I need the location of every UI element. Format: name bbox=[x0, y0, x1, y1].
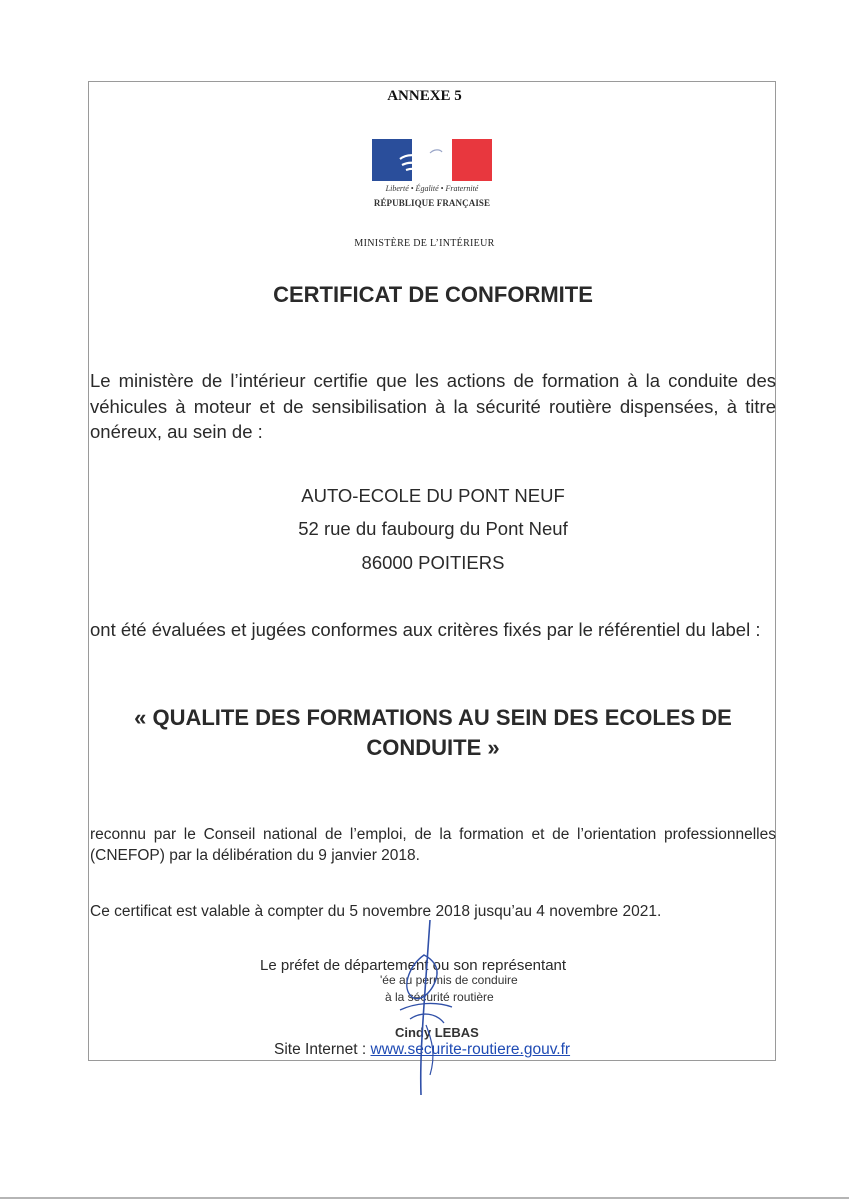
school-city: 86000 POITIERS bbox=[361, 552, 505, 573]
marianne-icon bbox=[372, 139, 492, 181]
recognition-paragraph: reconnu par le Conseil national de l’emploi, de la formation et de l’orientation professionnelles (CNEFOP) par la délibération du 9 janvier 2018. bbox=[90, 826, 776, 864]
signatory-role: Le préfet de département ou son représentant bbox=[260, 957, 567, 974]
website-link[interactable]: www.securite-routiere.gouv.fr bbox=[370, 1041, 571, 1058]
evaluation-paragraph: ont été évaluées et jugées conformes aux critères fixés par le référentiel du label : bbox=[90, 619, 761, 640]
school-street: 52 rue du faubourg du Pont Neuf bbox=[298, 518, 568, 539]
certificate-title: CERTIFICAT DE CONFORMITE bbox=[273, 282, 593, 307]
stamp-line-2: à la sécurité routière bbox=[385, 990, 494, 1004]
signer-name: Cindy LEBAS bbox=[395, 1025, 479, 1040]
intro-paragraph: Le ministère de l’intérieur certifie que les actions de formation à la conduite des véhicules à moteur et de sensibilisation à la sécurité routière dispensées, à titre onéreux, au sein de : bbox=[90, 370, 776, 442]
ministry-name: MINISTÈRE DE L’INTÉRIEUR bbox=[354, 238, 495, 249]
website-label: Site Internet : bbox=[274, 1041, 371, 1058]
annexe-label: ANNEXE 5 bbox=[387, 88, 462, 104]
scan-edge-line bbox=[0, 1197, 849, 1199]
stamp-line-1: 'ée au permis de conduire bbox=[380, 973, 518, 987]
handwritten-signature bbox=[380, 915, 470, 1100]
school-name: AUTO-ECOLE DU PONT NEUF bbox=[301, 485, 565, 506]
republic-name: RÉPUBLIQUE FRANÇAISE bbox=[373, 198, 491, 208]
republic-motto: Liberté • Égalité • Fraternité bbox=[385, 184, 479, 193]
label-name: « QUALITE DES FORMATIONS AU SEIN DES ECOLES DE CONDUITE » bbox=[134, 705, 732, 760]
validity-paragraph: Ce certificat est valable à compter du 5 novembre 2018 jusqu’au 4 novembre 2021. bbox=[90, 903, 662, 920]
